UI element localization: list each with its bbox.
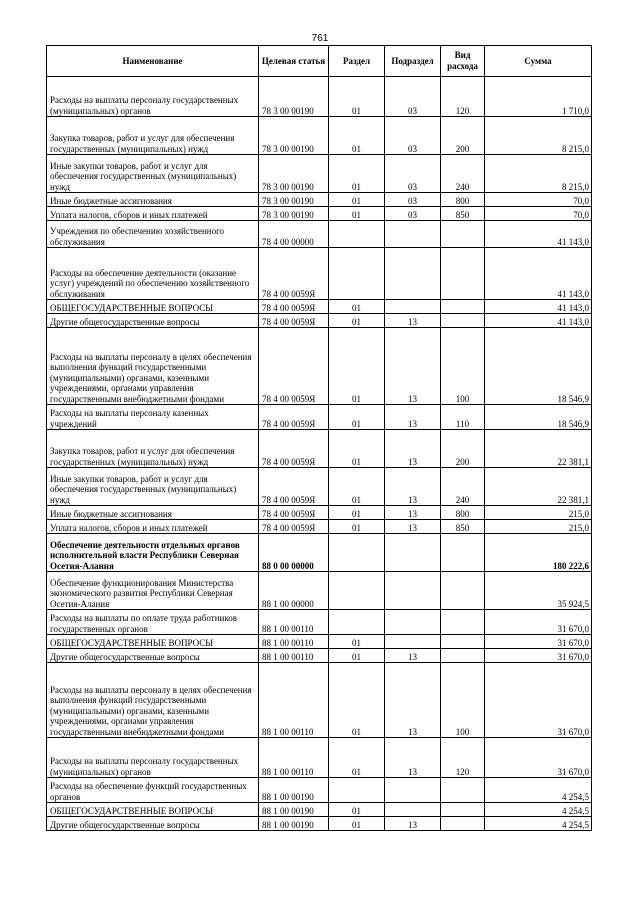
row-target-article: 88 1 00 00000 <box>259 572 329 610</box>
row-target-article: 78 4 00 0059Я <box>259 300 329 314</box>
row-sum: 41 143,0 <box>485 221 592 248</box>
table-row <box>47 300 592 314</box>
row-section: 01 <box>329 468 385 506</box>
row-expense-type <box>441 635 485 649</box>
row-subsection <box>385 635 441 649</box>
row-section: 01 <box>329 649 385 663</box>
row-sum: 18 546,9 <box>485 328 592 405</box>
table-row <box>47 221 592 248</box>
row-section: 01 <box>329 193 385 207</box>
row-subsection: 03 <box>385 117 441 155</box>
row-subsection: 13 <box>385 314 441 328</box>
row-target-article: 78 4 00 0059Я <box>259 520 329 534</box>
row-section <box>329 778 385 803</box>
row-expense-type <box>441 221 485 248</box>
table-row <box>47 803 592 817</box>
row-sum: 8 215,0 <box>485 155 592 193</box>
row-sum: 215,0 <box>485 506 592 520</box>
row-name: Иные закупки товаров, работ и услуг для обеспечения государственных (муниципальных) нужд <box>47 155 259 193</box>
row-expense-type: 200 <box>441 430 485 468</box>
table-row <box>47 328 592 405</box>
row-subsection: 03 <box>385 77 441 117</box>
table-row <box>47 572 592 610</box>
row-subsection: 13 <box>385 738 441 778</box>
row-name: Иные закупки товаров, работ и услуг для обеспечения государственных (муниципальных) нужд <box>47 468 259 506</box>
row-section: 01 <box>329 663 385 738</box>
row-sum: 41 143,0 <box>485 314 592 328</box>
row-section: 01 <box>329 328 385 405</box>
row-target-article: 78 4 00 0059Я <box>259 430 329 468</box>
row-subsection: 13 <box>385 663 441 738</box>
table-row <box>47 468 592 506</box>
row-subsection <box>385 572 441 610</box>
row-expense-type: 240 <box>441 155 485 193</box>
row-target-article: 78 3 00 00190 <box>259 77 329 117</box>
row-section: 01 <box>329 300 385 314</box>
row-sum: 4 254,5 <box>485 778 592 803</box>
row-expense-type <box>441 649 485 663</box>
row-name: Расходы на обеспечение функций государственных органов <box>47 778 259 803</box>
row-target-article: 78 4 00 0059Я <box>259 314 329 328</box>
row-section: 01 <box>329 117 385 155</box>
row-name: Уплата налогов, сборов и иных платежей <box>47 207 259 221</box>
row-name: Учреждения по обеспечению хозяйственного обслуживания <box>47 221 259 248</box>
row-name: Расходы на обеспечение деятельности (оказание услуг) учреждений по обеспечению хозяйственного обслуживания <box>47 248 259 300</box>
row-expense-type: 800 <box>441 193 485 207</box>
row-target-article: 88 0 00 00000 <box>259 534 329 572</box>
header-target-article: Целевая статья <box>259 46 329 77</box>
table-row <box>47 663 592 738</box>
row-target-article: 78 3 00 00190 <box>259 155 329 193</box>
row-name: Иные бюджетные ассигнования <box>47 193 259 207</box>
table-row <box>47 155 592 193</box>
row-sum: 41 143,0 <box>485 248 592 300</box>
row-target-article: 88 1 00 00190 <box>259 817 329 831</box>
row-section: 01 <box>329 314 385 328</box>
table-row <box>47 520 592 534</box>
table-row <box>47 193 592 207</box>
row-name: Другие общегосударственные вопросы <box>47 817 259 831</box>
row-section: 01 <box>329 155 385 193</box>
row-section: 01 <box>329 506 385 520</box>
row-target-article: 78 4 00 0059Я <box>259 248 329 300</box>
row-subsection: 13 <box>385 430 441 468</box>
row-name: Расходы на выплаты персоналу государственных (муниципальных) органов <box>47 738 259 778</box>
row-subsection <box>385 803 441 817</box>
row-sum: 180 222,6 <box>485 534 592 572</box>
page-number: 761 <box>311 33 329 44</box>
row-target-article: 78 4 00 00000 <box>259 221 329 248</box>
row-target-article: 88 1 00 00110 <box>259 663 329 738</box>
row-subsection: 03 <box>385 207 441 221</box>
row-name: ОБЩЕГОСУДАРСТВЕННЫЕ ВОПРОСЫ <box>47 300 259 314</box>
table-row <box>47 778 592 803</box>
table-row <box>47 405 592 430</box>
budget-table <box>46 45 592 831</box>
row-section: 01 <box>329 803 385 817</box>
row-expense-type: 120 <box>441 738 485 778</box>
header-name: Наименование <box>47 46 259 77</box>
row-expense-type <box>441 610 485 635</box>
row-target-article: 88 1 00 00110 <box>259 635 329 649</box>
row-expense-type <box>441 572 485 610</box>
row-subsection: 03 <box>385 193 441 207</box>
row-expense-type: 100 <box>441 663 485 738</box>
row-subsection <box>385 610 441 635</box>
row-sum: 22 381,1 <box>485 468 592 506</box>
row-sum: 70,0 <box>485 193 592 207</box>
row-expense-type <box>441 314 485 328</box>
row-subsection: 13 <box>385 520 441 534</box>
row-sum: 70,0 <box>485 207 592 221</box>
row-sum: 31 670,0 <box>485 738 592 778</box>
row-sum: 1 710,0 <box>485 77 592 117</box>
row-section <box>329 572 385 610</box>
row-name: Другие общегосударственные вопросы <box>47 649 259 663</box>
row-expense-type <box>441 300 485 314</box>
row-name: Закупка товаров, работ и услуг для обеспечения государственных (муниципальных) нужд <box>47 430 259 468</box>
table-body <box>47 77 592 831</box>
row-target-article: 88 1 00 00110 <box>259 649 329 663</box>
row-subsection: 13 <box>385 817 441 831</box>
row-expense-type: 240 <box>441 468 485 506</box>
row-target-article: 88 1 00 00190 <box>259 778 329 803</box>
header-expense-type: Вид расхода <box>441 46 485 77</box>
row-name: Расходы на выплаты по оплате труда работников государственных органов <box>47 610 259 635</box>
row-sum: 18 546,9 <box>485 405 592 430</box>
row-expense-type: 120 <box>441 77 485 117</box>
row-expense-type: 850 <box>441 520 485 534</box>
row-section: 01 <box>329 738 385 778</box>
row-sum: 41 143,0 <box>485 300 592 314</box>
row-name: Уплата налогов, сборов и иных платежей <box>47 520 259 534</box>
row-subsection <box>385 778 441 803</box>
row-target-article: 88 1 00 00190 <box>259 803 329 817</box>
row-name: Расходы на выплаты персоналу казенных учреждений <box>47 405 259 430</box>
table-row <box>47 207 592 221</box>
table-row <box>47 817 592 831</box>
row-expense-type <box>441 817 485 831</box>
row-sum: 31 670,0 <box>485 610 592 635</box>
row-target-article: 78 4 00 0059Я <box>259 328 329 405</box>
row-section: 01 <box>329 207 385 221</box>
table-row <box>47 649 592 663</box>
row-section: 01 <box>329 430 385 468</box>
row-name: Обеспечение деятельности отдельных органов исполнительной власти Республики Северная Осетия-Алания <box>47 534 259 572</box>
row-expense-type: 800 <box>441 506 485 520</box>
row-expense-type: 100 <box>441 328 485 405</box>
header-subsection: Подраздел <box>385 46 441 77</box>
header-sum: Сумма <box>485 46 592 77</box>
row-sum: 31 670,0 <box>485 649 592 663</box>
row-target-article: 88 1 00 00110 <box>259 610 329 635</box>
row-expense-type <box>441 778 485 803</box>
row-name: Обеспечение функционирования Министерства экономического развития Республики Северная Осетия-Алания <box>47 572 259 610</box>
row-section <box>329 534 385 572</box>
row-section: 01 <box>329 405 385 430</box>
row-sum: 22 381,1 <box>485 430 592 468</box>
row-subsection <box>385 221 441 248</box>
row-name: Другие общегосударственные вопросы <box>47 314 259 328</box>
row-name: ОБЩЕГОСУДАРСТВЕННЫЕ ВОПРОСЫ <box>47 803 259 817</box>
row-name: Закупка товаров, работ и услуг для обеспечения государственных (муниципальных) нужд <box>47 117 259 155</box>
table-row <box>47 506 592 520</box>
table-row <box>47 314 592 328</box>
row-subsection: 13 <box>385 405 441 430</box>
row-expense-type <box>441 534 485 572</box>
header-section: Раздел <box>329 46 385 77</box>
row-sum: 31 670,0 <box>485 635 592 649</box>
row-sum: 215,0 <box>485 520 592 534</box>
row-target-article: 78 3 00 00190 <box>259 193 329 207</box>
row-sum: 31 670,0 <box>485 663 592 738</box>
row-target-article: 78 3 00 00190 <box>259 207 329 221</box>
table-row <box>47 430 592 468</box>
row-subsection <box>385 300 441 314</box>
row-expense-type: 850 <box>441 207 485 221</box>
row-name: Расходы на выплаты персоналу в целях обеспечения выполнения функций государственными (муниципальными) органами, казенными учреждениями, органами управления государственными внебюджетными фондами <box>47 663 259 738</box>
row-name: ОБЩЕГОСУДАРСТВЕННЫЕ ВОПРОСЫ <box>47 635 259 649</box>
row-expense-type <box>441 248 485 300</box>
row-name: Расходы на выплаты персоналу в целях обеспечения выполнения функций государственными (муниципальными) органами, казенными учреждениями, органами управления государственными внебюджетными фондами <box>47 328 259 405</box>
row-sum: 4 254,5 <box>485 817 592 831</box>
row-expense-type: 200 <box>441 117 485 155</box>
row-expense-type: 110 <box>441 405 485 430</box>
row-section: 01 <box>329 817 385 831</box>
table-row <box>47 77 592 117</box>
row-target-article: 78 4 00 0059Я <box>259 506 329 520</box>
row-subsection: 13 <box>385 328 441 405</box>
row-target-article: 78 4 00 0059Я <box>259 468 329 506</box>
row-subsection: 13 <box>385 506 441 520</box>
row-subsection <box>385 534 441 572</box>
row-expense-type <box>441 803 485 817</box>
row-sum: 8 215,0 <box>485 117 592 155</box>
row-subsection: 13 <box>385 649 441 663</box>
row-sum: 35 924,5 <box>485 572 592 610</box>
row-section: 01 <box>329 77 385 117</box>
row-subsection <box>385 248 441 300</box>
table-header-row <box>47 46 592 77</box>
table-row <box>47 534 592 572</box>
row-target-article: 78 4 00 0059Я <box>259 405 329 430</box>
row-target-article: 78 3 00 00190 <box>259 117 329 155</box>
row-section <box>329 610 385 635</box>
table-row <box>47 248 592 300</box>
row-section <box>329 221 385 248</box>
row-subsection: 13 <box>385 468 441 506</box>
row-name: Расходы на выплаты персоналу государственных (муниципальных) органов <box>47 77 259 117</box>
row-sum: 4 254,5 <box>485 803 592 817</box>
row-section <box>329 248 385 300</box>
row-target-article: 88 1 00 00110 <box>259 738 329 778</box>
row-name: Иные бюджетные ассигнования <box>47 506 259 520</box>
row-subsection: 03 <box>385 155 441 193</box>
row-section: 01 <box>329 635 385 649</box>
row-section: 01 <box>329 520 385 534</box>
table-row <box>47 635 592 649</box>
table-row <box>47 738 592 778</box>
table-row <box>47 117 592 155</box>
table-row <box>47 610 592 635</box>
